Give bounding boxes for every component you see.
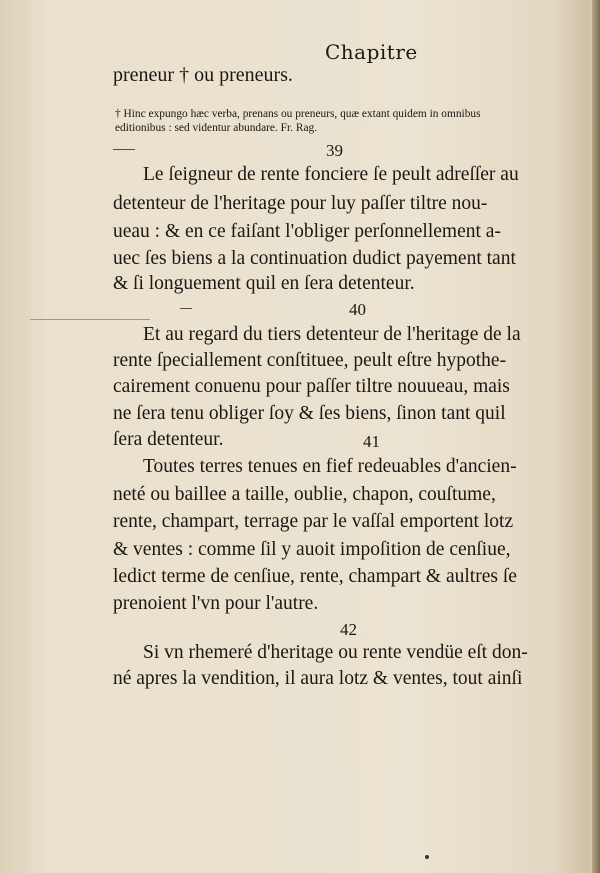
article-number-41: 41 (363, 432, 380, 451)
ink-mark (30, 319, 150, 320)
article-41-line-6: prenoient l'vn pour l'autre. (113, 593, 319, 614)
article-40-line-4: ne ſera tenu obliger ſoy & ſes biens, ſinon tant quil (113, 403, 506, 424)
article-39-line-4: uec ſes biens a la continuation dudict payement tant (113, 248, 516, 269)
ink-mark (113, 149, 135, 150)
article-42-line-2: né apres la vendition, il aura lotz & ventes, tout ainſi (113, 668, 523, 689)
page-edge (592, 0, 600, 873)
article-41-line-4: & ventes : comme ſil y auoit impoſition de cenſiue, (113, 539, 511, 560)
article-41-line-5: ledict terme de cenſiue, rente, champart & aultres ſe (113, 566, 517, 587)
continuation-line: preneur † ou preneurs. (113, 64, 293, 86)
article-40-line-3: cairement conuenu pour paſſer tiltre nouueau, mais (113, 376, 510, 397)
article-40-line-2: rente ſpeciallement conſtituee, peult eſtre hypothe- (113, 350, 507, 371)
article-39-line-1: Le ſeigneur de rente fonciere ſe peult adreſſer au (143, 164, 519, 185)
article-39-line-5: & ſi longuement quil en ſera detenteur. (113, 273, 415, 294)
running-head: Chapitre (325, 40, 418, 64)
article-41-line-2: neté ou baillee a taille, oublie, chapon, couſtume, (113, 484, 496, 505)
article-42-line-1: Si vn rhemeré d'heritage ou rente vendüe eſt don- (143, 642, 528, 663)
footnote-line-1: † Hinc expungo hæc verba, prenans ou preneurs, quæ extant quidem in omnibus (115, 108, 481, 120)
article-40-line-1: Et au regard du tiers detenteur de l'heritage de la (143, 324, 521, 345)
article-39-line-3: ueau : & en ce faiſant l'obliger perſonnellement a- (113, 221, 501, 242)
article-40-line-5: ſera detenteur. (113, 429, 224, 450)
footnote-line-2: editionibus : sed videntur abundare. Fr. Rag. (115, 122, 318, 134)
article-41-line-3: rente, champart, terrage par le vaſſal emportent lotz (113, 511, 514, 532)
ink-speck (425, 855, 429, 859)
article-39-line-2: detenteur de l'heritage pour luy paſſer tiltre nou- (113, 193, 488, 214)
ink-mark (180, 308, 192, 309)
article-number-39: 39 (326, 141, 343, 160)
article-number-42: 42 (340, 620, 357, 639)
article-number-40: 40 (349, 300, 366, 319)
article-41-line-1: Toutes terres tenues en fief redeuables d'ancien- (143, 456, 517, 477)
